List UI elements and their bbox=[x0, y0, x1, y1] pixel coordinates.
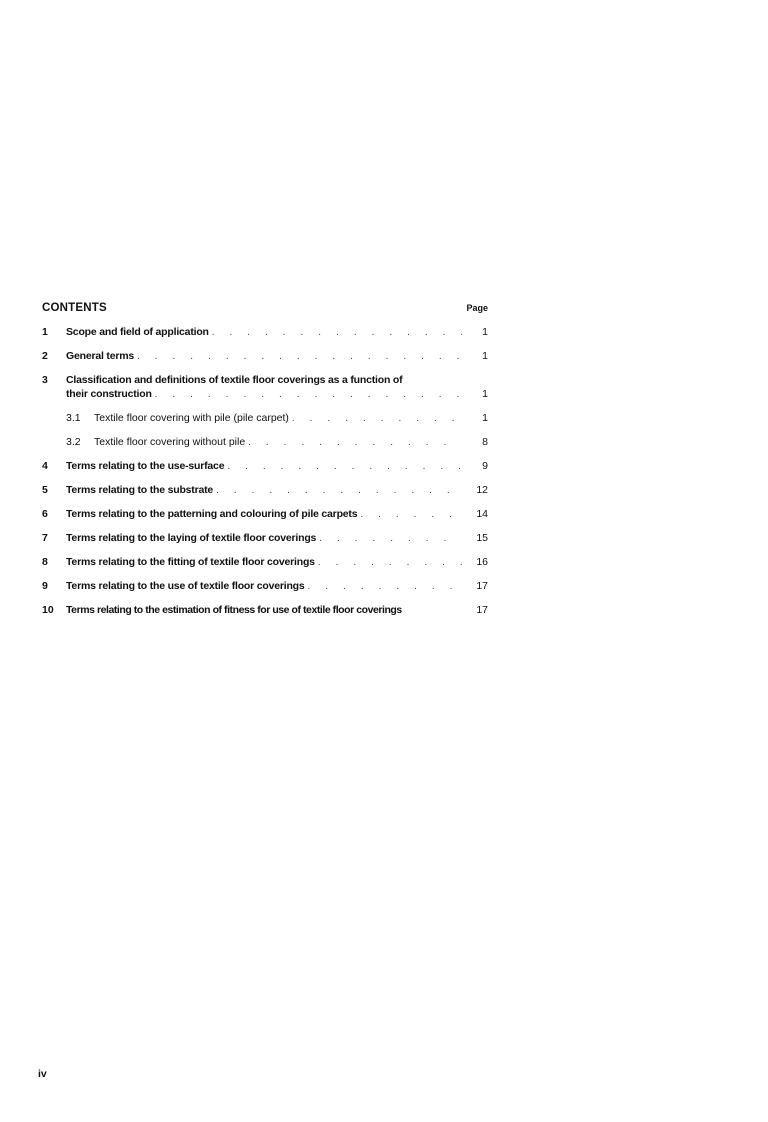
toc-entry-3-1[interactable] bbox=[42, 412, 488, 425]
entry-page: 12 bbox=[476, 484, 488, 496]
entry-number: 4 bbox=[42, 460, 48, 472]
entry-number: 6 bbox=[42, 508, 48, 520]
toc-entry-4[interactable] bbox=[42, 460, 488, 473]
dot-leader bbox=[245, 436, 462, 449]
entry-number: 10 bbox=[42, 604, 54, 616]
dot-leader bbox=[305, 580, 462, 593]
toc-entry-1[interactable] bbox=[42, 326, 488, 339]
entry-page: 14 bbox=[476, 508, 488, 520]
entry-label-line2: their construction bbox=[66, 388, 152, 400]
entry-label: Textile floor covering with pile (pile carpet) bbox=[94, 412, 289, 424]
dot-leader bbox=[315, 556, 462, 569]
entry-label: General terms bbox=[66, 350, 135, 362]
entry-page: 1 bbox=[482, 350, 488, 362]
toc-entry-7[interactable] bbox=[42, 532, 488, 545]
entry-number: 3 bbox=[42, 374, 48, 386]
entry-label: Terms relating to the patterning and colouring of pile carpets bbox=[66, 508, 358, 520]
entry-page: 17 bbox=[476, 580, 488, 592]
toc-entry-6[interactable] bbox=[42, 508, 488, 521]
toc-entry-8[interactable] bbox=[42, 556, 488, 569]
entry-number: 3.1 bbox=[66, 412, 81, 424]
table-of-contents bbox=[42, 302, 488, 628]
toc-entry-3-2[interactable] bbox=[42, 436, 488, 449]
entry-number: 3.2 bbox=[66, 436, 81, 448]
dot-leader bbox=[134, 350, 462, 363]
entry-label: Terms relating to the substrate bbox=[66, 484, 214, 496]
dot-leader bbox=[152, 388, 462, 401]
toc-entry-2[interactable] bbox=[42, 350, 488, 363]
entry-page: 15 bbox=[476, 532, 488, 544]
dot-leader bbox=[316, 532, 462, 545]
dot-leader bbox=[224, 460, 462, 473]
entry-label: Terms relating to the use of textile floor coverings bbox=[66, 580, 305, 592]
entry-number: 2 bbox=[42, 350, 48, 362]
toc-entry-5[interactable] bbox=[42, 484, 488, 497]
entry-number: 1 bbox=[42, 326, 48, 338]
entry-page: 16 bbox=[476, 556, 488, 568]
entry-label: Terms relating to the laying of textile floor coverings bbox=[66, 532, 317, 544]
entry-page: 17 bbox=[476, 604, 488, 616]
entry-page: 1 bbox=[482, 412, 488, 424]
toc-entry-9[interactable] bbox=[42, 580, 488, 593]
toc-entry-3[interactable] bbox=[42, 374, 488, 401]
entry-page: 1 bbox=[482, 388, 488, 400]
dot-leader bbox=[357, 508, 462, 521]
dot-leader bbox=[213, 484, 462, 497]
toc-entry-10[interactable] bbox=[42, 604, 488, 617]
entry-number: 5 bbox=[42, 484, 48, 496]
dot-leader bbox=[209, 326, 462, 339]
entry-label: Scope and field of application bbox=[66, 326, 209, 338]
dot-leader bbox=[289, 412, 462, 425]
entry-page: 9 bbox=[482, 460, 488, 472]
entry-page: 1 bbox=[482, 326, 488, 338]
entry-label: Terms relating to the fitting of textile floor coverings bbox=[66, 556, 315, 568]
entry-label-line1: Classification and definitions of textile floor coverings as a function of bbox=[66, 374, 403, 386]
toc-header bbox=[42, 302, 488, 318]
entry-label: Terms relating to the use-surface bbox=[66, 460, 225, 472]
toc-title: CONTENTS bbox=[42, 302, 107, 314]
entry-label: Terms relating to the estimation of fitness for use of textile floor coverings bbox=[66, 604, 402, 616]
entry-page: 8 bbox=[482, 436, 488, 448]
page-folio: iv bbox=[38, 1068, 47, 1080]
entry-number: 7 bbox=[42, 532, 48, 544]
entry-number: 8 bbox=[42, 556, 48, 568]
entry-number: 9 bbox=[42, 580, 48, 592]
entry-label: Textile floor covering without pile bbox=[94, 436, 246, 448]
page-column-label: Page bbox=[466, 303, 488, 313]
